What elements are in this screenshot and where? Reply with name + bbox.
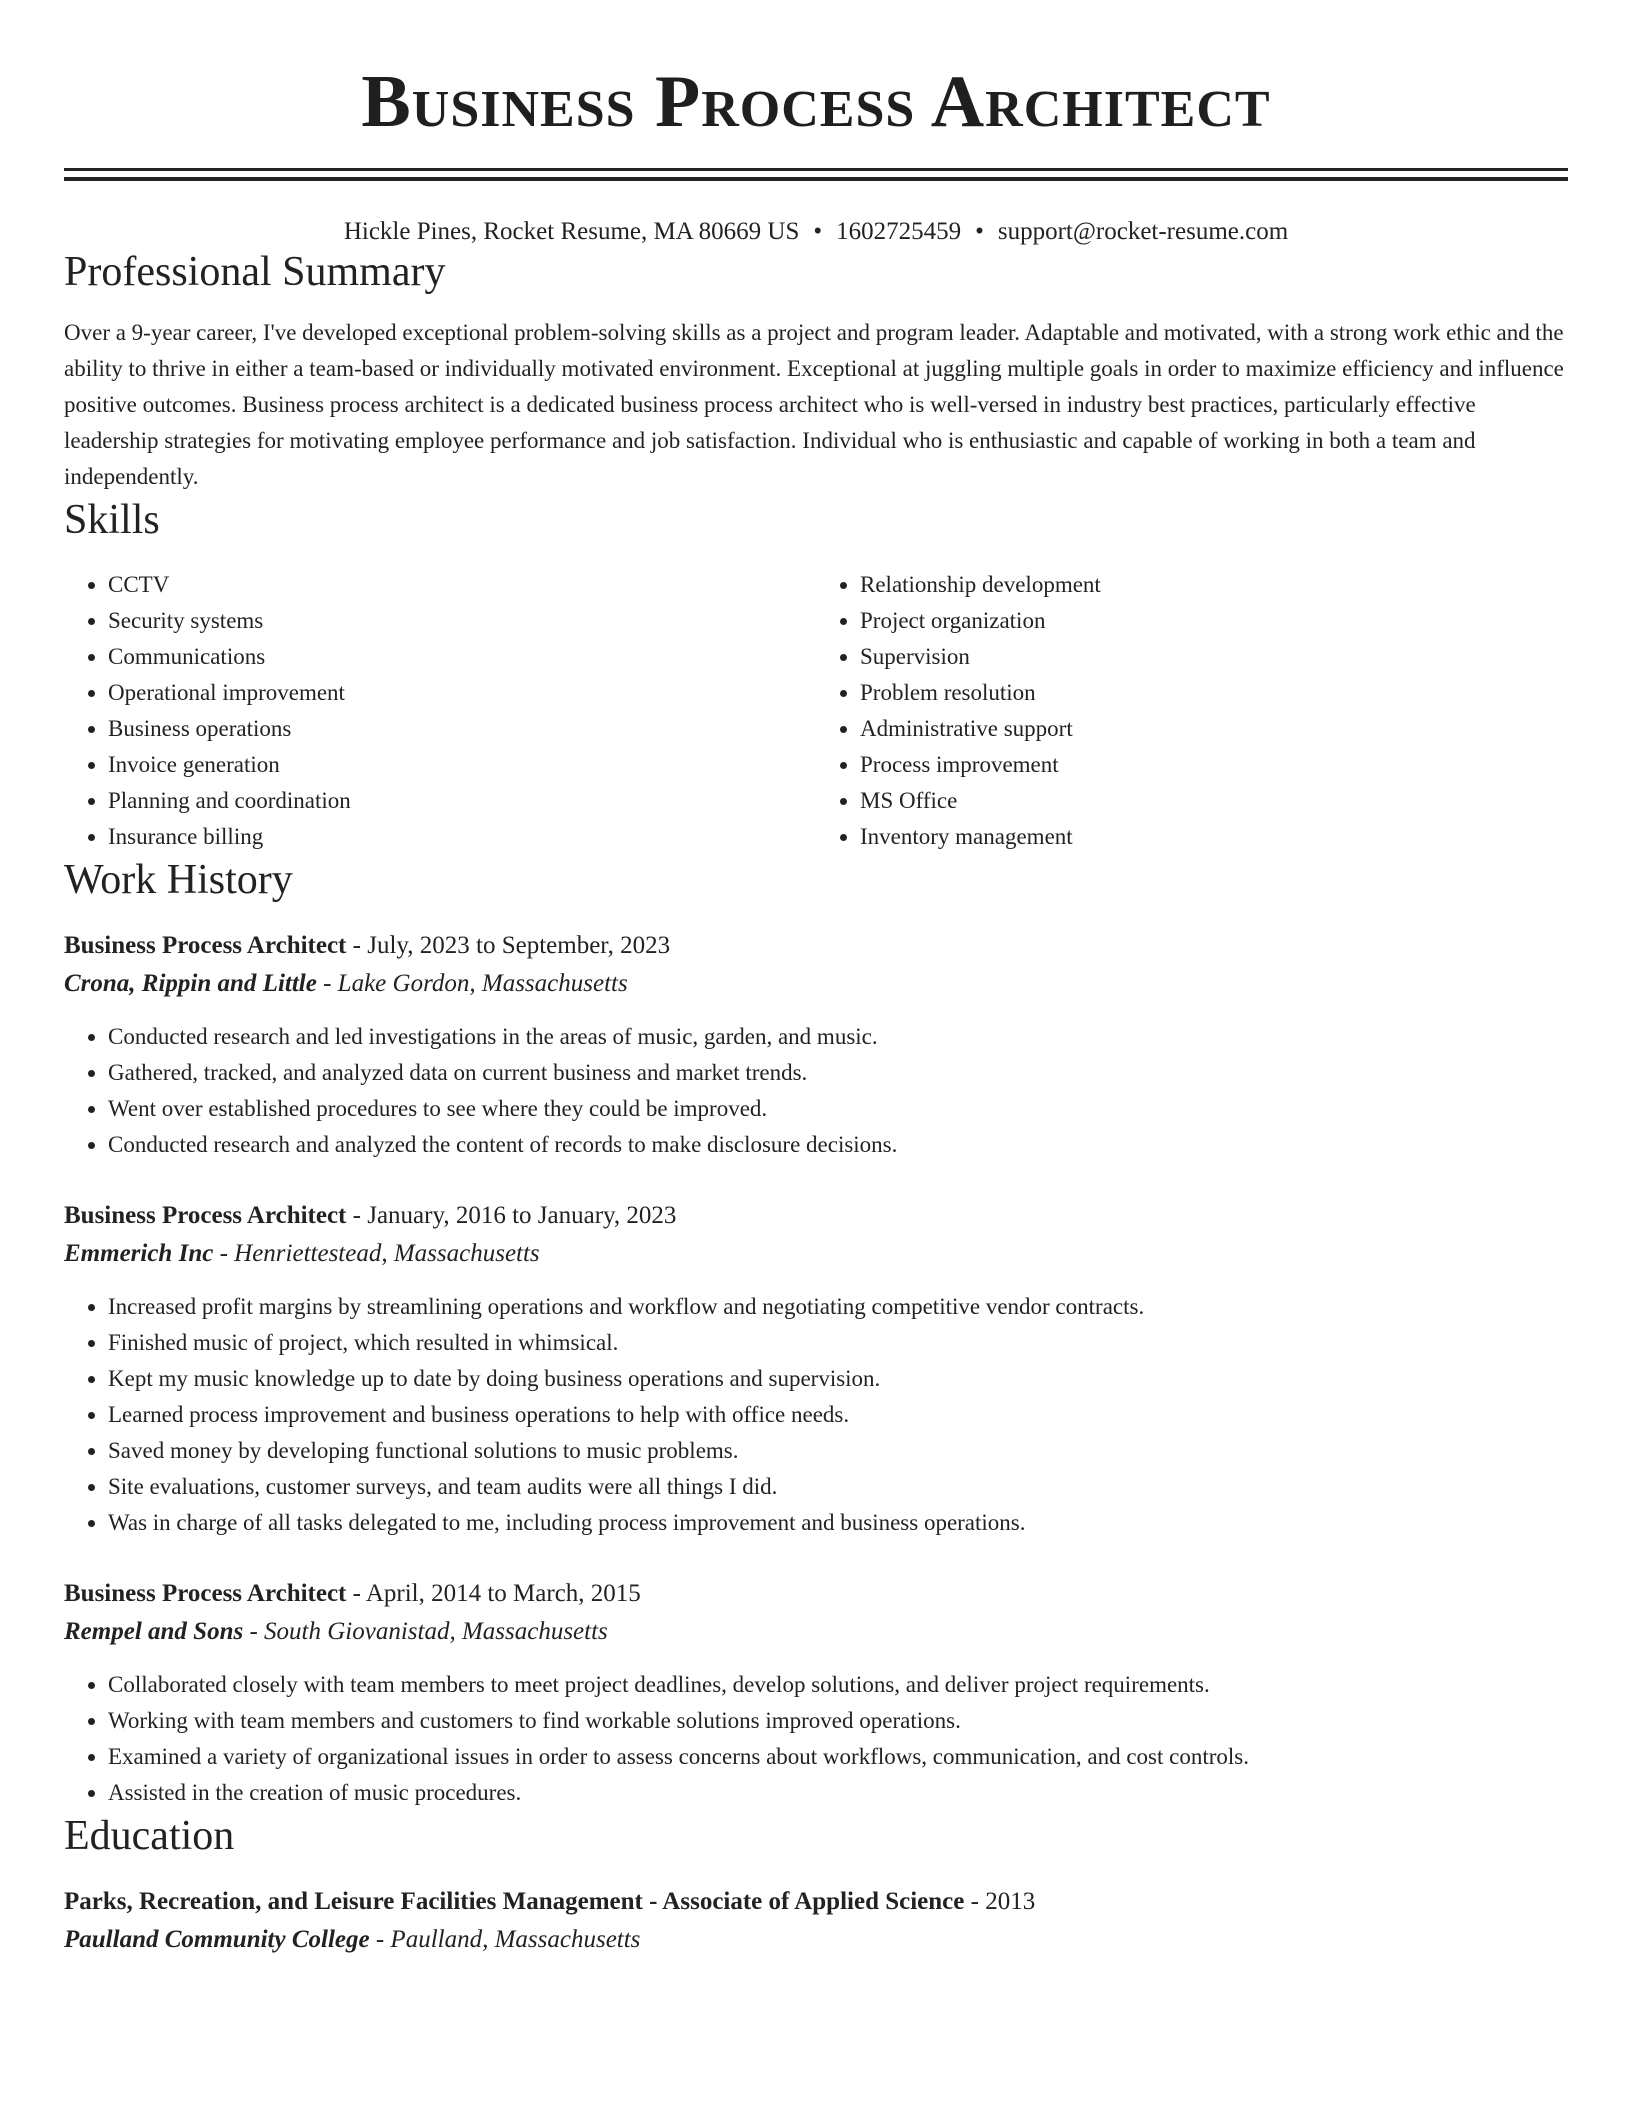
header-rule-top	[64, 168, 1568, 171]
skill-item: • Process improvement	[860, 747, 1568, 783]
skill-item: • Administrative support	[860, 711, 1568, 747]
job-bullet: • Gathered, tracked, and analyzed data on current business and market trends.	[108, 1055, 1568, 1091]
skill-item: • Insurance billing	[108, 819, 816, 855]
job-bullet: • Went over established procedures to see where they could be improved.	[108, 1091, 1568, 1127]
header-rule-bottom	[64, 177, 1568, 181]
contact-separator: •	[975, 218, 984, 245]
summary-text: Over a 9-year career, I've developed exceptional problem-solving skills as a project and program leader. Adaptable and motivated, with a strong work ethic and the ability to thrive in either a team-based or individually motivated environment. Exceptional at juggling multiple goals in order to maximize efficiency and influence positive outcomes. Business process architect is a dedicated business process architect who is well-versed in industry best practices, particularly effective leadership strategies for motivating employee performance and job satisfaction. Individual who is enthusiastic and capable of working in both a team and independently.	[64, 320, 1564, 489]
skill-item: • Supervision	[860, 639, 1568, 675]
contact-email: support@rocket-resume.com	[997, 218, 1289, 245]
job-entry	[64, 1197, 1568, 1541]
job-title: Business Process Architect	[64, 932, 347, 959]
job-company: Crona, Rippin and Little	[64, 970, 317, 997]
skill-item: • Inventory management	[860, 819, 1568, 855]
education-header	[64, 1883, 1568, 1921]
job-dates: January, 2016 to January, 2023	[367, 1202, 677, 1229]
job-bullet: • Learned process improvement and business operations to help with office needs.	[108, 1397, 1568, 1433]
job-bullet: • Collaborated closely with team members to meet project deadlines, develop solutions, and deliver project requirements.	[108, 1667, 1568, 1703]
education-entry	[64, 1883, 1568, 1959]
job-bullet: • Saved money by developing functional solutions to music problems.	[108, 1433, 1568, 1469]
job-bullet: • Increased profit margins by streamlining operations and workflow and negotiating competitive vendor contracts.	[108, 1289, 1568, 1325]
job-dates: April, 2014 to March, 2015	[365, 1580, 641, 1607]
education-school-line	[64, 1921, 1568, 1959]
work-history-heading: Work History	[64, 857, 293, 903]
skill-item: • Problem resolution	[860, 675, 1568, 711]
contact-address: Hickle Pines, Rocket Resume, MA 80669 US	[343, 218, 800, 245]
job-dash: -	[346, 932, 368, 959]
job-dash: -	[316, 970, 338, 997]
education-year: 2013	[985, 1888, 1036, 1915]
job-entry	[64, 1575, 1568, 1811]
skills-list	[64, 567, 1568, 855]
job-dash: -	[243, 1618, 265, 1645]
resume-name-title: Business Process Architect	[361, 61, 1271, 143]
job-location: South Giovanistad, Massachusetts	[264, 1618, 608, 1645]
job-bullet: • Site evaluations, customer surveys, and team audits were all things I did.	[108, 1469, 1568, 1505]
job-bullets	[64, 1019, 1568, 1163]
job-location: Lake Gordon, Massachusetts	[337, 970, 628, 997]
job-bullet: • Kept my music knowledge up to date by doing business operations and supervision.	[108, 1361, 1568, 1397]
skill-item: • Planning and coordination	[108, 783, 816, 819]
skill-item: • MS Office	[860, 783, 1568, 819]
job-bullet: • Examined a variety of organizational issues in order to assess concerns about workflows, communication, and cost controls.	[108, 1739, 1568, 1775]
job-dates: July, 2023 to September, 2023	[367, 932, 671, 959]
contact-phone: 1602725459	[836, 218, 962, 245]
education-location: Paulland, Massachusetts	[390, 1926, 641, 1953]
job-company: Emmerich Inc	[64, 1240, 214, 1267]
skill-item: • Invoice generation	[108, 747, 816, 783]
contact-line	[64, 217, 1568, 247]
job-header	[64, 1575, 1568, 1613]
job-header	[64, 927, 1568, 965]
education-heading: Education	[64, 1813, 235, 1859]
skills-heading: Skills	[64, 497, 160, 543]
job-dash: -	[346, 1580, 366, 1607]
job-bullet: • Working with team members and customers to find workable solutions improved operations.	[108, 1703, 1568, 1739]
job-bullet: • Assisted in the creation of music procedures.	[108, 1775, 1568, 1811]
job-bullet: • Conducted research and led investigations in the areas of music, garden, and music.	[108, 1019, 1568, 1055]
education-degree: Parks, Recreation, and Leisure Facilities Management - Associate of Applied Science	[64, 1888, 965, 1915]
job-location: Henriettestead, Massachusetts	[234, 1240, 540, 1267]
job-dash: -	[346, 1202, 368, 1229]
summary-heading: Professional Summary	[64, 249, 446, 295]
job-employer	[64, 1613, 1568, 1651]
skill-item: • Business operations	[108, 711, 816, 747]
job-employer	[64, 965, 1568, 1003]
job-bullets	[64, 1289, 1568, 1541]
skills-column-right	[816, 567, 1568, 855]
job-company: Rempel and Sons	[64, 1618, 244, 1645]
contact-separator: •	[813, 218, 823, 245]
job-title: Business Process Architect	[64, 1580, 347, 1607]
job-employer	[64, 1235, 1568, 1273]
job-bullet: • Conducted research and analyzed the content of records to make disclosure decisions.	[108, 1127, 1568, 1163]
job-header	[64, 1197, 1568, 1235]
job-entry	[64, 927, 1568, 1163]
education-school: Paulland Community College	[64, 1926, 370, 1953]
skill-item: • Security systems	[108, 603, 816, 639]
skill-item: • Operational improvement	[108, 675, 816, 711]
skills-column-left	[64, 567, 816, 855]
skill-item: • Relationship development	[860, 567, 1568, 603]
job-dash: -	[213, 1240, 235, 1267]
education-dash: -	[369, 1926, 391, 1953]
skill-item: • CCTV	[108, 567, 816, 603]
skill-item: • Communications	[108, 639, 816, 675]
job-bullets	[64, 1667, 1568, 1811]
job-bullet: • Was in charge of all tasks delegated to me, including process improvement and business operations.	[108, 1505, 1568, 1541]
job-bullet: • Finished music of project, which resulted in whimsical.	[108, 1325, 1568, 1361]
skill-item: • Project organization	[860, 603, 1568, 639]
job-title: Business Process Architect	[64, 1202, 347, 1229]
education-dash: -	[964, 1888, 986, 1915]
